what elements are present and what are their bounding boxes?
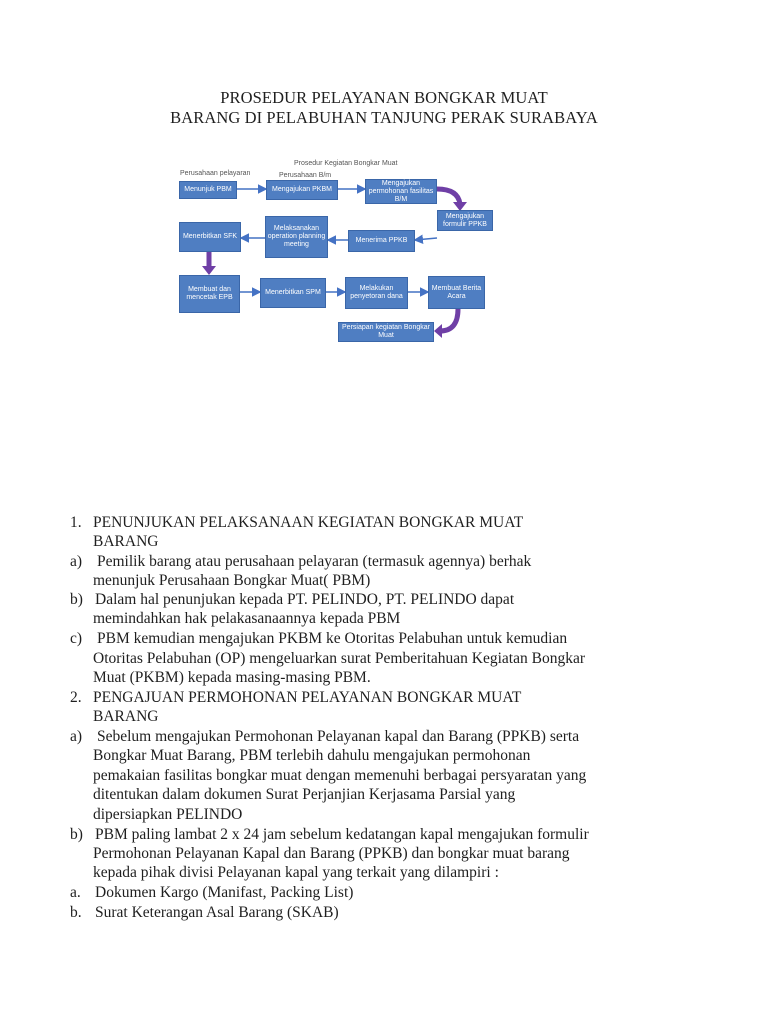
item-b2-marker: b) — [70, 826, 83, 843]
item-a2-text-cont-2: pemakaian fasilitas bongkar muat dengan memenuhi berbagai persyaratan yang — [93, 767, 587, 784]
item-c1-marker: c) — [70, 630, 83, 647]
diagram-caption: Prosedur Kegiatan Bongkar Muat — [294, 160, 398, 167]
item-a1-marker: a) — [70, 553, 83, 570]
box-mengajukan-pkbm: Mengajukan PKBM — [266, 180, 338, 200]
curve-arrow-7-8-head — [202, 266, 216, 275]
item-a2-text-cont-1: Bongkar Muat Barang, PBM terlebih dahulu mengajukan permohonan — [93, 747, 531, 764]
curve-arrow-3-4 — [437, 189, 460, 204]
box-mengajukan-permohonan-fasilitas: Mengajukan permohonan fasilitas B/M — [365, 179, 437, 204]
label-perusahaan-bm: Perusahaan B/m — [279, 172, 332, 179]
section-1-heading: PENUNJUKAN PELAKSANAAN KEGIATAN BONGKAR MUAT — [93, 514, 524, 531]
section-2-heading-cont: BARANG — [93, 708, 159, 725]
item-a2-marker: a) — [70, 728, 83, 745]
label-perusahaan-pelayaran: Perusahaan pelayaran — [180, 170, 251, 177]
box-menunjuk-pbm: Menunjuk PBM — [179, 181, 237, 199]
section-1-heading-cont: BARANG — [93, 533, 159, 550]
item-b1-marker: b) — [70, 591, 83, 608]
box-membuat-mencetak-epb: Membuat dan mencetak EPB — [179, 275, 240, 313]
item-c1-text-cont-2: Muat (PKBM) kepada masing-masing PBM. — [93, 669, 371, 686]
item-a1-text-cont: menunjuk Perusahaan Bongkar Muat( PBM) — [93, 572, 371, 589]
section-2-heading: PENGAJUAN PERMOHONAN PELAYANAN BONGKAR MUAT — [93, 689, 522, 706]
item-a2-text-cont-3: ditentukan dalam dokumen Surat Perjanjian Kerjasama Parsial yang — [93, 786, 516, 803]
item-a2-text: Sebelum mengajukan Permohonan Pelayanan kapal dan Barang (PPKB) serta — [97, 728, 580, 745]
curve-arrow-11-12 — [440, 309, 458, 331]
arrow-4-5 — [415, 238, 437, 240]
item-a1-text: Pemilik barang atau perusahaan pelayaran (termasuk agennya) berhak — [97, 553, 532, 570]
document-title-line-2: BARANG DI PELABUHAN TANJUNG PERAK SURABAYA — [170, 108, 598, 127]
section-2-number: 2. — [70, 689, 82, 706]
item-b2-text-cont-1: Permohonan Pelayanan Kapal dan Barang (PPKB) dan bongkar muat barang — [93, 845, 570, 862]
item-c1-text: PBM kemudian mengajukan PKBM ke Otoritas Pelabuhan untuk kemudian — [97, 630, 568, 647]
box-menerima-ppkb: Menerima PPKB — [348, 230, 415, 252]
box-operation-planning-meeting: Melaksanakan operation planning meeting — [265, 216, 328, 258]
box-menerbitkan-sfk: Menerbitkan SFK — [179, 222, 241, 252]
list-item-a-marker: a. — [70, 884, 81, 901]
list-item-b-marker: b. — [70, 904, 82, 921]
list-item-a-text: Dokumen Kargo (Manifast, Packing List) — [95, 884, 354, 901]
item-a2-text-cont-4: dipersiapkan PELINDO — [93, 806, 243, 823]
item-b2-text: PBM paling lambat 2 x 24 jam sebelum kedatangan kapal mengajukan formulir — [95, 826, 589, 843]
item-b1-text-cont: memindahkan hak pelakasanaannya kepada PBM — [93, 610, 401, 627]
section-1-number: 1. — [70, 514, 82, 531]
item-b1-text: Dalam hal penunjukan kepada PT. PELINDO, PT. PELINDO dapat — [95, 591, 515, 608]
list-item-b-text: Surat Keterangan Asal Barang (SKAB) — [95, 904, 339, 921]
item-b2-text-cont-2: kepada pihak divisi Pelayanan kapal yang terkait yang dilampiri : — [93, 864, 499, 881]
box-mengajukan-formulir-ppkb: Mengajukan formulir PPKB — [437, 210, 493, 231]
box-membuat-berita-acara: Membuat Berita Acara — [428, 276, 485, 309]
box-persiapan-kegiatan: Persiapan kegiatan Bongkar Muat — [338, 322, 434, 342]
document-title-line-1: PROSEDUR PELAYANAN BONGKAR MUAT — [220, 88, 548, 107]
box-melakukan-penyetoran-dana: Melakukan penyetoran dana — [345, 277, 408, 309]
curve-arrow-11-12-head — [434, 324, 442, 338]
box-menerbitkan-spm: Menerbitkan SPM — [260, 278, 326, 308]
item-c1-text-cont-1: Otoritas Pelabuhan (OP) mengeluarkan surat Pemberitahuan Kegiatan Bongkar — [93, 650, 585, 667]
